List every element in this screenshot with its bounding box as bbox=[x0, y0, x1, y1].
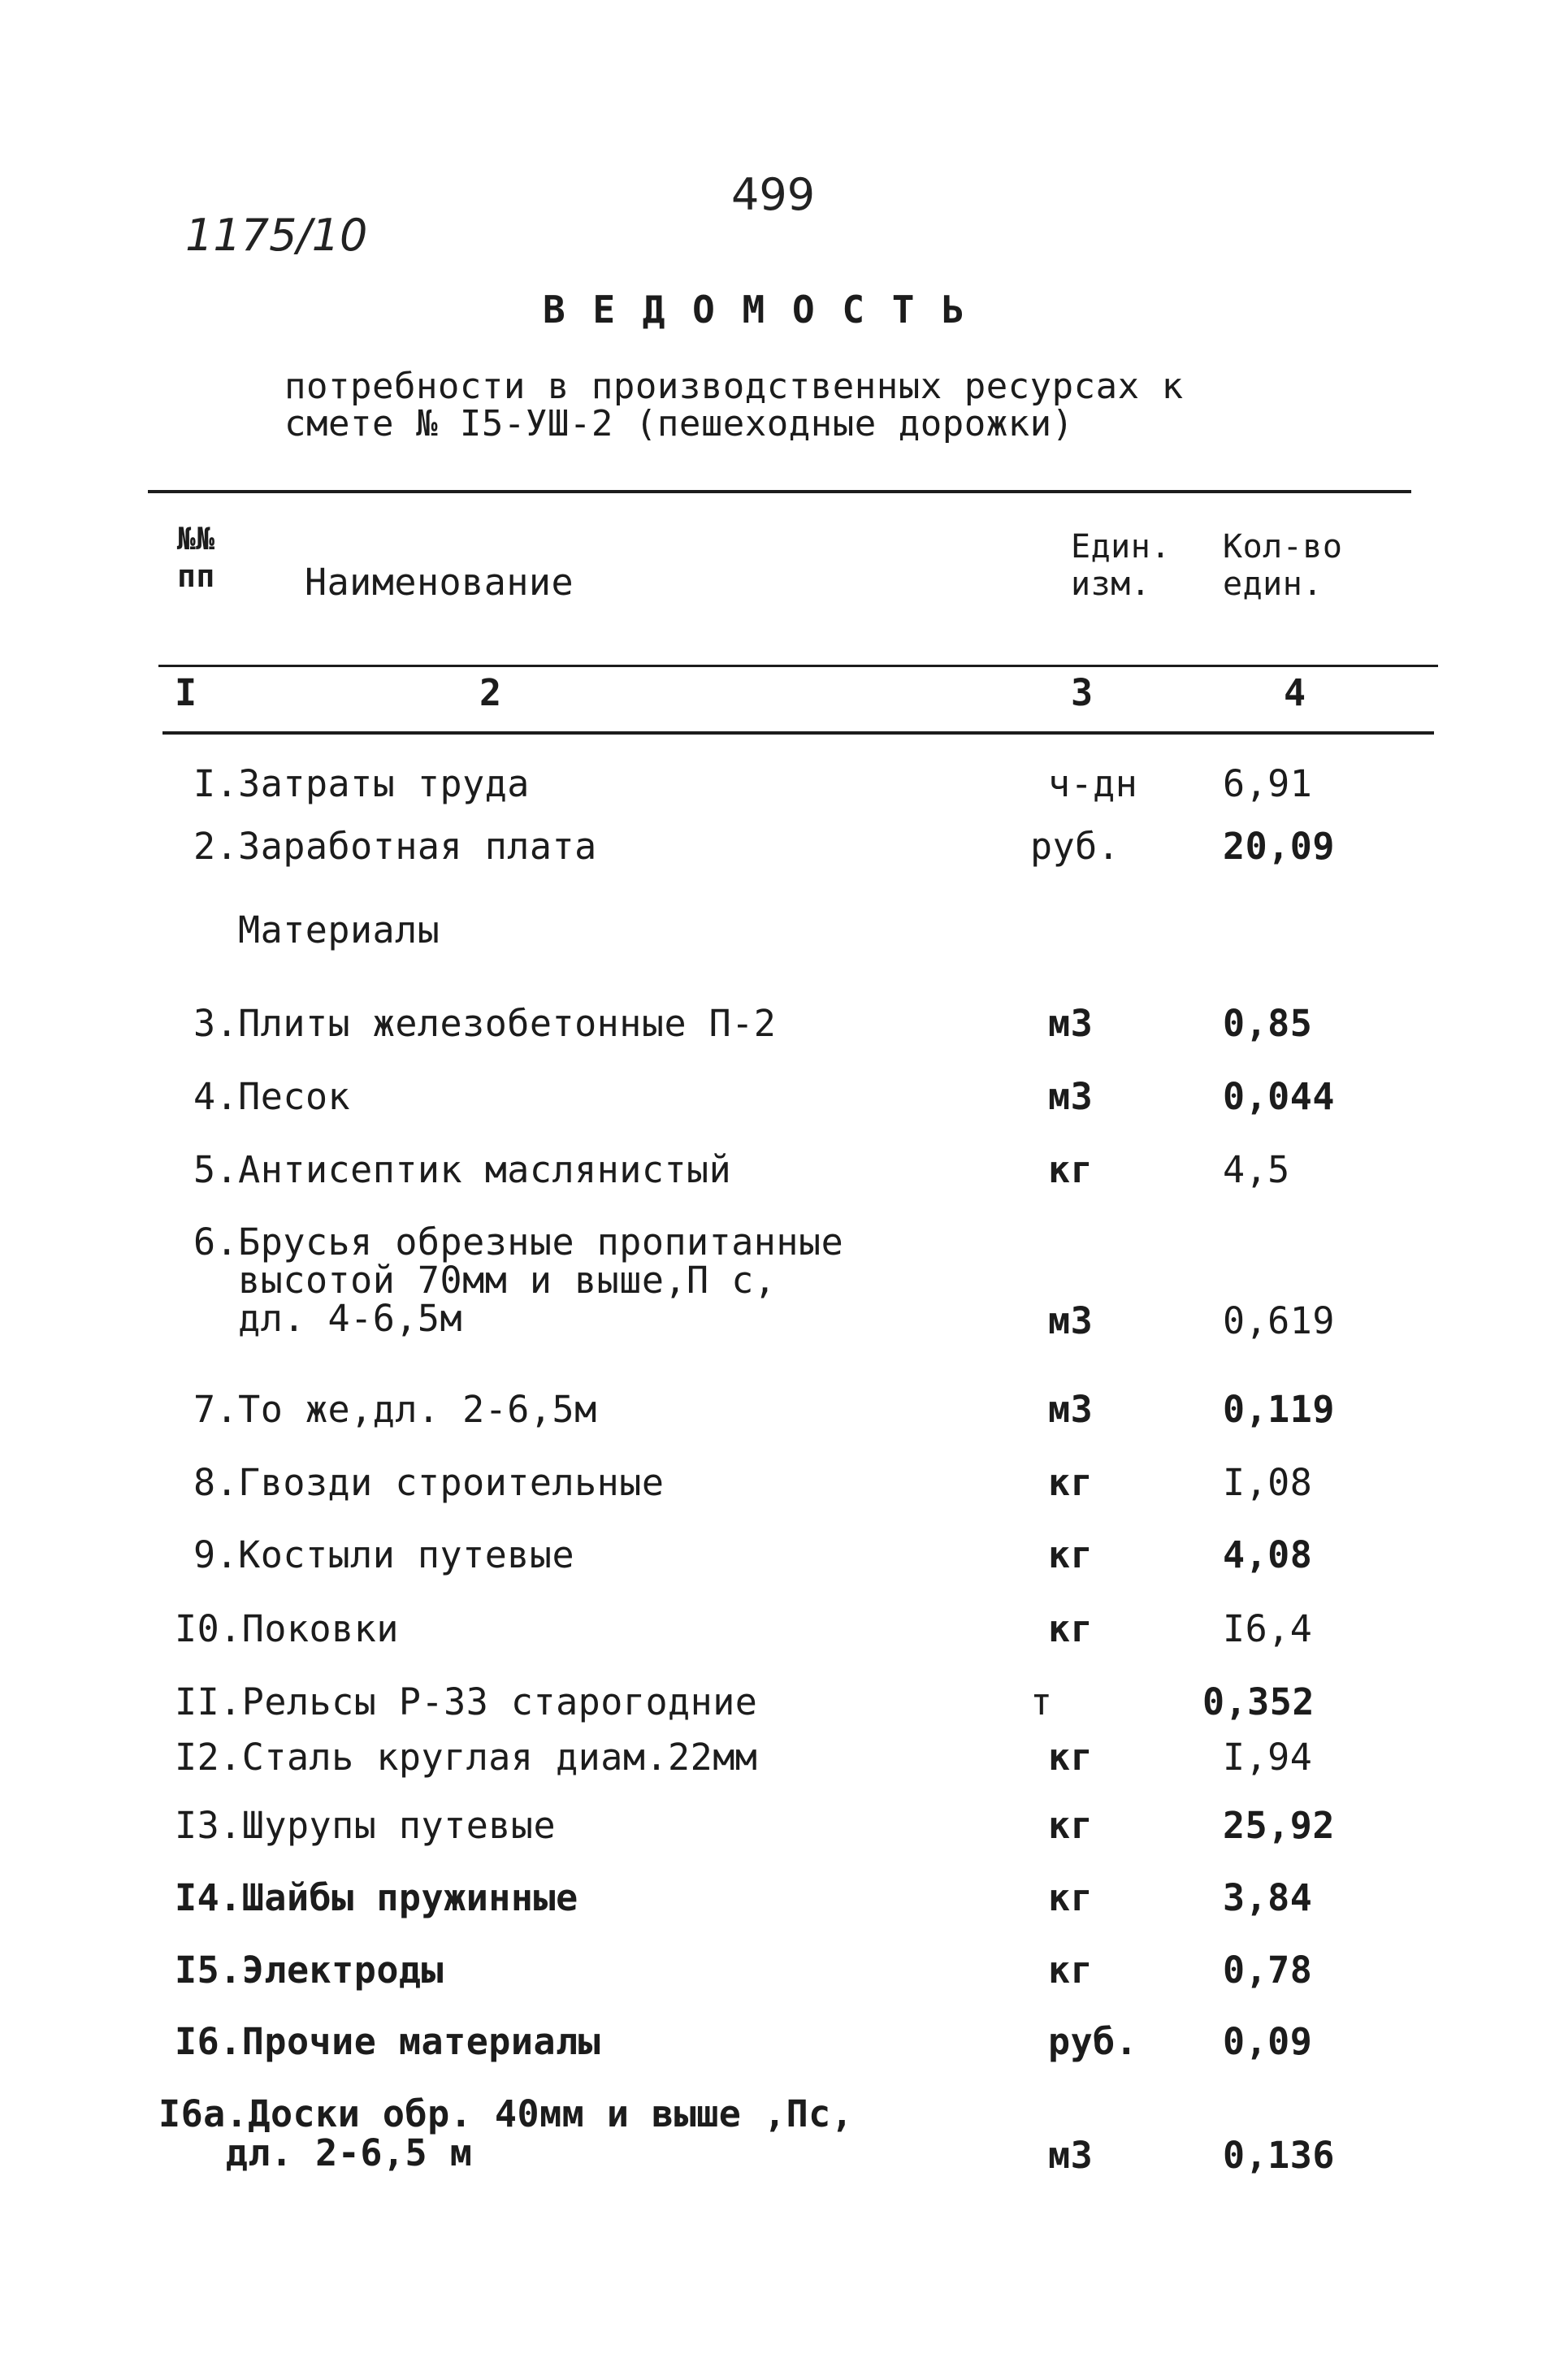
row-3-unit: м3 bbox=[1048, 1002, 1094, 1045]
row-15-unit: кг bbox=[1048, 1949, 1094, 1992]
row-16-unit: руб. bbox=[1048, 2020, 1138, 2063]
row-9-unit: кг bbox=[1048, 1533, 1094, 1576]
table-top-rule bbox=[148, 490, 1411, 493]
row-8-unit: кг bbox=[1048, 1461, 1094, 1504]
col-number-1: I bbox=[175, 671, 197, 714]
col-number-3: 3 bbox=[1071, 671, 1094, 714]
header-qty: Кол-во един. bbox=[1223, 528, 1343, 603]
row-5-qty: 4,5 bbox=[1223, 1148, 1290, 1191]
row-1-qty: 6,91 bbox=[1223, 762, 1313, 805]
row-4-qty: 0,044 bbox=[1223, 1075, 1335, 1118]
row-15-qty: 0,78 bbox=[1223, 1949, 1313, 1992]
row-7-name: 7.То же,дл. 2-6,5м bbox=[193, 1388, 597, 1431]
row-14-unit: кг bbox=[1048, 1876, 1094, 1919]
row-5-name: 5.Антисептик маслянистый bbox=[193, 1148, 732, 1191]
row-4-name: 4.Песок bbox=[193, 1075, 351, 1118]
header-unit: Един. изм. bbox=[1071, 528, 1171, 603]
row-11-name: II.Рельсы Р-33 старогодние bbox=[175, 1680, 758, 1723]
row-10-qty: I6,4 bbox=[1223, 1607, 1313, 1650]
col-number-2: 2 bbox=[479, 671, 502, 714]
subtitle-line-2: смете № I5-УШ-2 (пешеходные дорожки) bbox=[284, 403, 1074, 444]
row-3-name: 3.Плиты железобетонные П-2 bbox=[193, 1002, 777, 1045]
row-13-qty: 25,92 bbox=[1223, 1804, 1335, 1847]
row-2-unit: руб. bbox=[1030, 825, 1120, 868]
header-name: Наименование bbox=[305, 561, 574, 604]
row-6-unit: м3 bbox=[1048, 1299, 1094, 1342]
row-10-name: I0.Поковки bbox=[175, 1607, 399, 1650]
archive-code: 1175/10 bbox=[185, 210, 368, 261]
row-16-name: I6.Прочие материалы bbox=[175, 2020, 601, 2063]
subtitle-line-1: потребности в производственных ресурсах к bbox=[284, 366, 1184, 407]
row-16-qty: 0,09 bbox=[1223, 2020, 1313, 2063]
row-14-qty: 3,84 bbox=[1223, 1876, 1313, 1919]
row-4-unit: м3 bbox=[1048, 1075, 1094, 1118]
row-15-name: I5.Электроды bbox=[175, 1949, 444, 1992]
row-13-unit: кг bbox=[1048, 1804, 1094, 1847]
row-11-unit: т bbox=[1030, 1680, 1053, 1723]
row-2-name: 2.Заработная плата bbox=[193, 825, 597, 868]
row-9-qty: 4,08 bbox=[1223, 1533, 1313, 1576]
row-12-unit: кг bbox=[1048, 1736, 1094, 1779]
header-rule bbox=[158, 665, 1438, 667]
row-10-unit: кг bbox=[1048, 1607, 1094, 1650]
row-17-unit: м3 bbox=[1048, 2134, 1094, 2177]
row-9-name: 9.Костыли путевые bbox=[193, 1533, 575, 1576]
col-numbers-rule bbox=[162, 731, 1434, 735]
row-11-qty: 0,352 bbox=[1202, 1680, 1315, 1723]
row-6-qty: 0,619 bbox=[1223, 1299, 1335, 1342]
section-materials: Материалы bbox=[238, 908, 440, 952]
row-12-name: I2.Сталь круглая диам.22мм bbox=[175, 1736, 758, 1779]
row-7-qty: 0,119 bbox=[1223, 1388, 1335, 1431]
document-title: В Е Д О М О С Т Ь bbox=[543, 288, 967, 332]
page-number: 499 bbox=[731, 169, 816, 220]
row-1-unit: ч-дн bbox=[1048, 762, 1138, 805]
row-12-qty: I,94 bbox=[1223, 1736, 1313, 1779]
row-1-name: I.Затраты труда bbox=[193, 762, 530, 805]
row-7-unit: м3 bbox=[1048, 1388, 1094, 1431]
row-8-qty: I,08 bbox=[1223, 1461, 1313, 1504]
row-14-name: I4.Шайбы пружинные bbox=[175, 1876, 578, 1919]
row-6-name: 6.Брусья обрезные пропитанные высотой 70мм и выше,П с, дл. 4-6,5м bbox=[193, 1220, 844, 1340]
row-13-name: I3.Шурупы путевые bbox=[175, 1804, 557, 1847]
row-17-qty: 0,136 bbox=[1223, 2134, 1335, 2177]
col-number-4: 4 bbox=[1284, 671, 1306, 714]
row-5-unit: кг bbox=[1048, 1148, 1094, 1191]
row-17-name: I6а.Доски обр. 40мм и выше ,Пс, дл. 2-6,5 м bbox=[158, 2092, 854, 2174]
row-8-name: 8.Гвозди строительные bbox=[193, 1461, 665, 1504]
row-2-qty: 20,09 bbox=[1223, 825, 1335, 868]
row-3-qty: 0,85 bbox=[1223, 1002, 1313, 1045]
header-num: №№ пп bbox=[177, 521, 215, 594]
